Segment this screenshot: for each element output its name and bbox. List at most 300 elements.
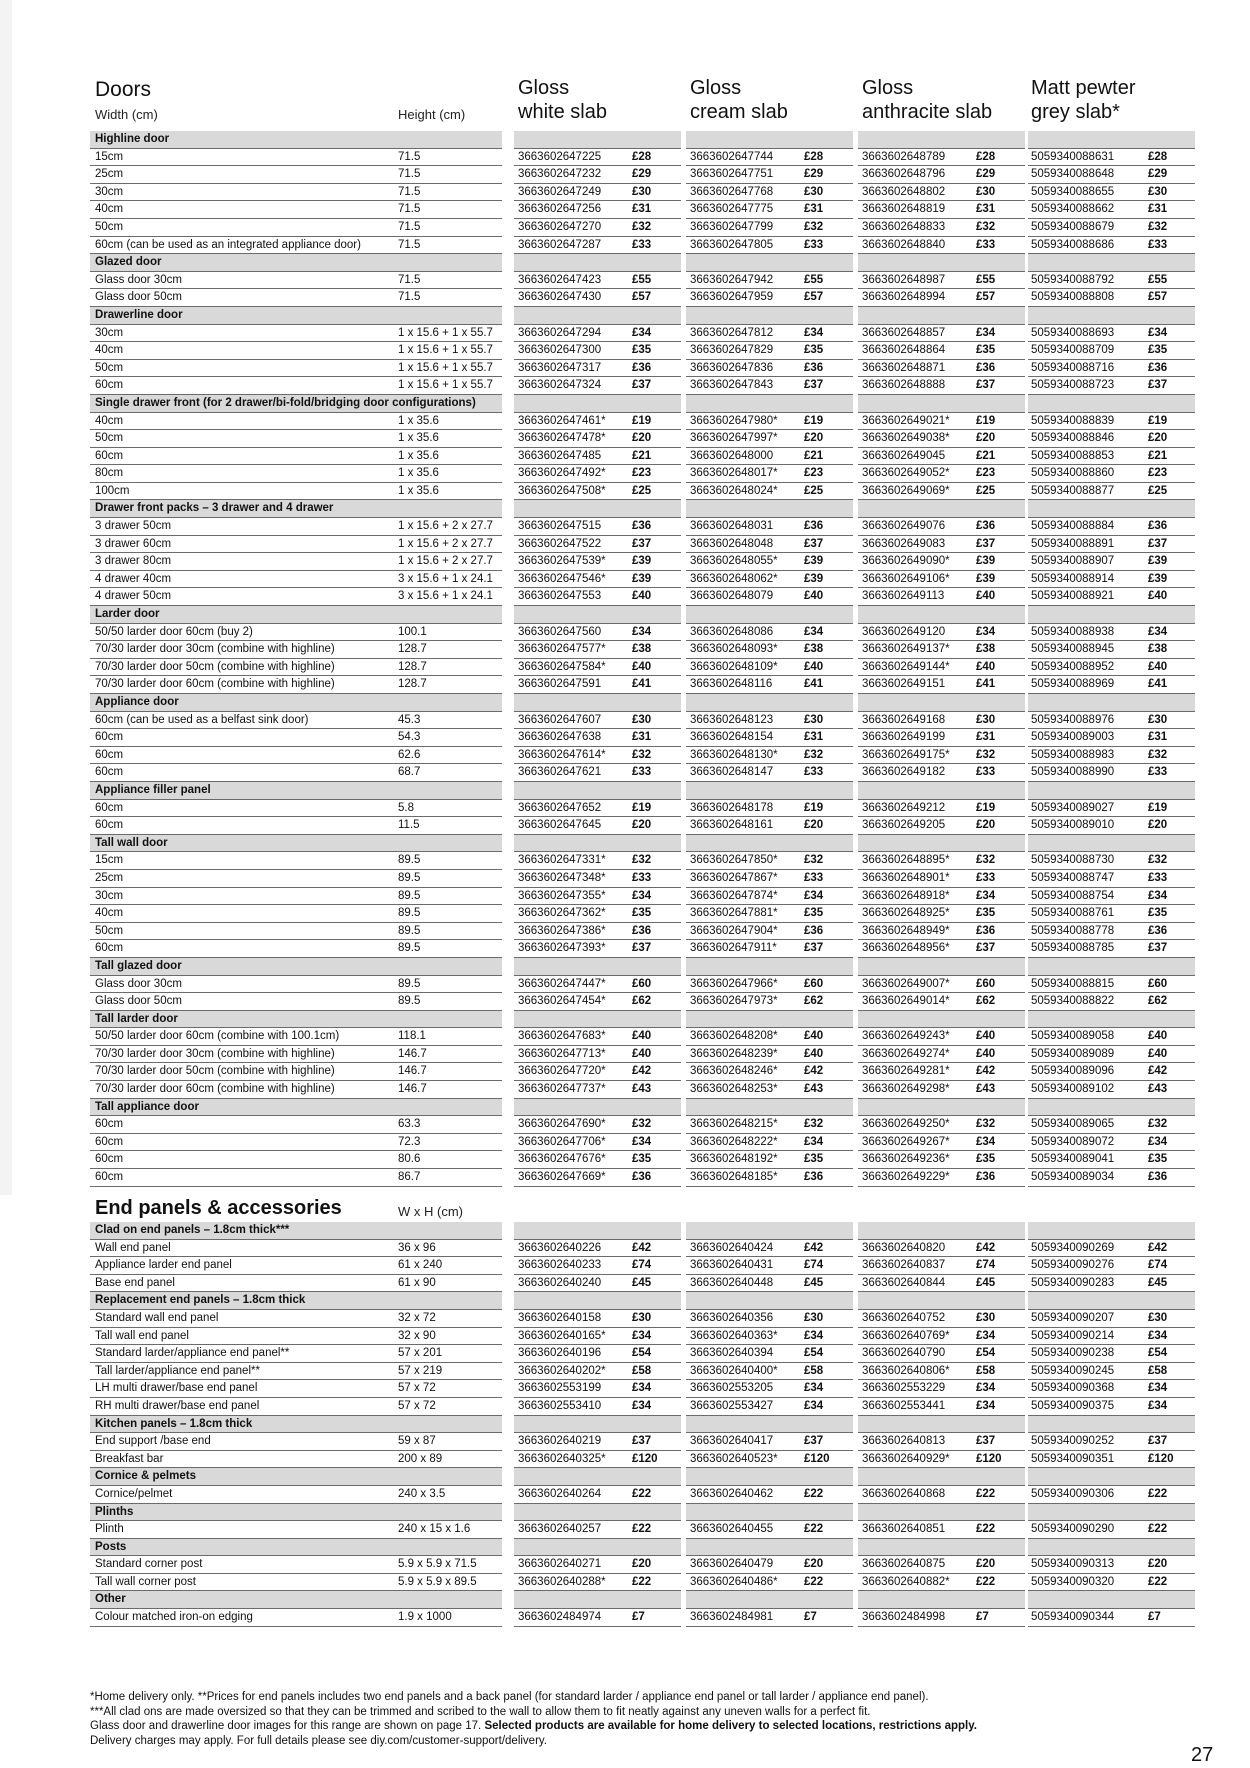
- product-price: £37: [804, 1435, 824, 1448]
- product-code: 3663602647775: [690, 203, 774, 216]
- product-code: 3663602640486*: [690, 1575, 778, 1588]
- category-shading: [1028, 1292, 1195, 1309]
- product-dimension: 1 x 15.6 + 1 x 55.7: [398, 361, 493, 374]
- table-row: [0, 676, 1250, 694]
- table-row: [0, 817, 1250, 835]
- product-price: £29: [804, 168, 824, 181]
- product-price: £20: [976, 1558, 996, 1571]
- product-price: £32: [1148, 854, 1168, 867]
- product-price: £35: [976, 344, 996, 357]
- product-dimension: 89.5: [398, 995, 421, 1008]
- product-code: 3663602647447*: [518, 977, 606, 990]
- product-code: 5059340089096: [1031, 1065, 1115, 1078]
- product-dimension: 61 x 90: [398, 1276, 436, 1289]
- product-price: £57: [632, 291, 652, 304]
- product-description: 15cm: [95, 150, 124, 163]
- category-shading: [686, 1011, 853, 1028]
- product-code: 3663602640264: [518, 1487, 602, 1500]
- product-code: 3663602640806*: [862, 1364, 950, 1377]
- table-row: [0, 712, 1250, 730]
- product-code: 3663602649014*: [862, 995, 950, 1008]
- product-description: 40cm: [95, 907, 124, 920]
- product-code: 3663602640240: [518, 1276, 602, 1289]
- product-price: £41: [804, 678, 824, 691]
- table-row: [0, 729, 1250, 747]
- product-code: 5059340088648: [1031, 168, 1115, 181]
- product-dimension: 128.7: [398, 660, 427, 673]
- product-code: 5059340088860: [1031, 467, 1115, 480]
- category-shading: [858, 307, 1025, 324]
- table-row: [0, 659, 1250, 677]
- product-price: £36: [632, 924, 652, 937]
- product-price: £54: [976, 1347, 996, 1360]
- product-price: £32: [632, 748, 652, 761]
- product-price: £35: [632, 907, 652, 920]
- product-price: £58: [1148, 1364, 1168, 1377]
- product-code: 3663602640356: [690, 1311, 774, 1324]
- table-row: [0, 923, 1250, 941]
- product-price: £34: [632, 1399, 652, 1412]
- product-code: 5059340089003: [1031, 731, 1115, 744]
- product-price: £45: [632, 1276, 652, 1289]
- table-row: [0, 1574, 1250, 1592]
- product-code: 3663602553199: [518, 1382, 602, 1395]
- product-code: 3663602647287: [518, 238, 602, 251]
- product-price: £21: [1148, 449, 1168, 462]
- category-shading: [1028, 606, 1195, 623]
- table-row: [0, 553, 1250, 571]
- product-code: 3663602648833: [862, 220, 946, 233]
- product-code: 5059340090351: [1031, 1452, 1115, 1465]
- product-code: 3663602647997*: [690, 432, 778, 445]
- product-code: 5059340088976: [1031, 713, 1115, 726]
- product-dimension: 68.7: [398, 766, 421, 779]
- product-code: 3663602647331*: [518, 854, 606, 867]
- product-dimension: 1 x 35.6: [398, 449, 439, 462]
- product-code: 3663602648130*: [690, 748, 778, 761]
- table-row: [0, 1451, 1250, 1469]
- product-description: Glass door 30cm: [95, 977, 182, 990]
- product-code: 5059340088877: [1031, 484, 1115, 497]
- product-code: 3663602648208*: [690, 1030, 778, 1043]
- product-price: £32: [1148, 748, 1168, 761]
- product-price: £30: [804, 1311, 824, 1324]
- product-price: £34: [804, 1329, 824, 1342]
- table-row: [0, 325, 1250, 343]
- table-row: [0, 1169, 1250, 1187]
- table-row: [0, 272, 1250, 290]
- width-label: Width (cm): [95, 107, 158, 122]
- product-code: 3663602648840: [862, 238, 946, 251]
- product-price: £30: [976, 1311, 996, 1324]
- product-description: 70/30 larder door 60cm (combine with highline): [95, 678, 335, 691]
- product-price: £22: [632, 1523, 652, 1536]
- product-price: £43: [976, 1083, 996, 1096]
- product-price: £31: [976, 731, 996, 744]
- category-shading: [686, 1468, 853, 1485]
- product-code: 5059340088891: [1031, 537, 1115, 550]
- product-price: £62: [976, 995, 996, 1008]
- product-price: £32: [804, 1118, 824, 1131]
- product-code: 3663602640417: [690, 1435, 774, 1448]
- product-price: £37: [976, 1435, 996, 1448]
- product-price: £74: [976, 1259, 996, 1272]
- category-row: [0, 1591, 1250, 1609]
- category-row: [0, 1539, 1250, 1557]
- product-code: 3663602647461*: [518, 414, 606, 427]
- product-price: £30: [632, 713, 652, 726]
- product-description: End support /base end: [95, 1435, 211, 1448]
- product-price: £37: [804, 537, 824, 550]
- category-row: [0, 395, 1250, 413]
- product-description: 3 drawer 80cm: [95, 555, 172, 568]
- product-code: 3663602649045: [862, 449, 946, 462]
- category-row: [0, 307, 1250, 325]
- table-row: [0, 1380, 1250, 1398]
- product-price: £30: [976, 713, 996, 726]
- product-price: £28: [632, 150, 652, 163]
- category-shading: [858, 835, 1025, 852]
- product-code: 3663602640233: [518, 1259, 602, 1272]
- product-price: £60: [804, 977, 824, 990]
- product-dimension: 1 x 15.6 + 2 x 27.7: [398, 555, 493, 568]
- product-dimension: 57 x 72: [398, 1382, 436, 1395]
- product-code: 3663602647508*: [518, 484, 606, 497]
- product-price: £36: [1148, 1171, 1168, 1184]
- product-price: £42: [804, 1241, 824, 1254]
- product-price: £31: [804, 203, 824, 216]
- product-code: 3663602647676*: [518, 1153, 606, 1166]
- product-dimension: 5.8: [398, 801, 414, 814]
- table-row: [0, 1328, 1250, 1346]
- table-row: [0, 1310, 1250, 1328]
- table-row: [0, 1116, 1250, 1134]
- product-price: £33: [1148, 871, 1168, 884]
- product-code: 3663602484998: [862, 1611, 946, 1624]
- table-row: [0, 377, 1250, 395]
- product-price: £40: [976, 590, 996, 603]
- product-description: Glass door 50cm: [95, 995, 182, 1008]
- product-code: 3663602648994: [862, 291, 946, 304]
- product-dimension: 86.7: [398, 1171, 421, 1184]
- product-price: £42: [804, 1065, 824, 1078]
- product-code: 5059340088679: [1031, 220, 1115, 233]
- product-dimension: 89.5: [398, 854, 421, 867]
- product-price: £19: [976, 801, 996, 814]
- product-description: 70/30 larder door 30cm (combine with highline): [95, 1047, 335, 1060]
- product-description: 40cm: [95, 344, 124, 357]
- product-price: £28: [804, 150, 824, 163]
- product-code: 3663602649106*: [862, 572, 950, 585]
- product-dimension: 89.5: [398, 942, 421, 955]
- product-price: £19: [1148, 414, 1168, 427]
- product-price: £34: [632, 1135, 652, 1148]
- product-code: 3663602640929*: [862, 1452, 950, 1465]
- product-price: £22: [976, 1487, 996, 1500]
- product-code: 5059340088778: [1031, 924, 1115, 937]
- category-label: Cornice & pelmets: [95, 1470, 196, 1483]
- product-dimension: 3 x 15.6 + 1 x 24.1: [398, 590, 493, 603]
- product-code: 5059340089065: [1031, 1118, 1115, 1131]
- product-code: 5059340088822: [1031, 995, 1115, 1008]
- product-code: 3663602649083: [862, 537, 946, 550]
- product-description: 40cm: [95, 414, 124, 427]
- product-dimension: 1 x 15.6 + 2 x 27.7: [398, 520, 493, 533]
- product-code: 3663602648802: [862, 185, 946, 198]
- product-description: Appliance larder end panel: [95, 1259, 232, 1272]
- product-code: 3663602648239*: [690, 1047, 778, 1060]
- product-price: £40: [976, 1047, 996, 1060]
- table-row: [0, 1275, 1250, 1293]
- product-code: 3663602648185*: [690, 1171, 778, 1184]
- product-price: £20: [632, 432, 652, 445]
- table-row: [0, 465, 1250, 483]
- product-dimension: 146.7: [398, 1065, 427, 1078]
- product-description: 25cm: [95, 168, 124, 181]
- product-description: 50cm: [95, 924, 124, 937]
- product-code: 5059340088785: [1031, 942, 1115, 955]
- product-description: 50cm: [95, 361, 124, 374]
- product-code: 3663602647799: [690, 220, 774, 233]
- product-dimension: 71.5: [398, 273, 421, 286]
- table-row: [0, 1556, 1250, 1574]
- product-code: 3663602648956*: [862, 942, 950, 955]
- product-code: 3663602647294: [518, 326, 602, 339]
- table-row: [0, 1081, 1250, 1099]
- product-price: £37: [1148, 942, 1168, 955]
- product-price: £39: [1148, 555, 1168, 568]
- product-price: £40: [1148, 1047, 1168, 1060]
- product-price: £25: [804, 484, 824, 497]
- product-description: 60cm (can be used as an integrated appliance door): [95, 238, 361, 251]
- product-price: £34: [976, 1135, 996, 1148]
- product-dimension: 240 x 15 x 1.6: [398, 1523, 471, 1536]
- product-price: £37: [632, 379, 652, 392]
- table-row: [0, 289, 1250, 307]
- product-code: 3663602647881*: [690, 907, 778, 920]
- product-code: 3663602648857: [862, 326, 946, 339]
- category-row: [0, 131, 1250, 149]
- footnotes: [90, 1690, 1090, 1748]
- product-price: £57: [1148, 291, 1168, 304]
- product-price: £36: [1148, 361, 1168, 374]
- product-price: £22: [632, 1575, 652, 1588]
- table-row: [0, 342, 1250, 360]
- doors-table: [0, 131, 1250, 1187]
- category-row: [0, 500, 1250, 518]
- footnote-line: *Home delivery only. **Prices for end panels includes two end panels and a back panel (for standard larder / appliance end panel or tall larder / appliance end panel).: [90, 1691, 929, 1703]
- page-number: 27: [1191, 1744, 1214, 1766]
- product-code: 3663602648789: [862, 150, 946, 163]
- product-description: Colour matched iron-on edging: [95, 1611, 253, 1624]
- product-price: £21: [804, 449, 824, 462]
- product-code: 5059340088884: [1031, 520, 1115, 533]
- product-code: 3663602649175*: [862, 748, 950, 761]
- category-shading: [686, 1504, 853, 1521]
- product-price: £37: [1148, 1435, 1168, 1448]
- category-shading: [1028, 307, 1195, 324]
- product-code: 3663602648901*: [862, 871, 950, 884]
- product-dimension: 57 x 72: [398, 1399, 436, 1412]
- product-code: 3663602649120: [862, 625, 946, 638]
- product-code: 3663602647270: [518, 220, 602, 233]
- product-code: 5059340088983: [1031, 748, 1115, 761]
- category-label: Single drawer front (for 2 drawer/bi-fold/bridging door configurations): [95, 396, 476, 409]
- product-code: 3663602640431: [690, 1259, 774, 1272]
- category-shading: [686, 500, 853, 517]
- product-code: 3663602647577*: [518, 643, 606, 656]
- product-price: £25: [632, 484, 652, 497]
- product-description: 60cm: [95, 766, 124, 779]
- product-price: £19: [804, 414, 824, 427]
- product-code: 3663602647300: [518, 344, 602, 357]
- product-code: 3663602648086: [690, 625, 774, 638]
- table-row: [0, 1028, 1250, 1046]
- product-description: 25cm: [95, 871, 124, 884]
- product-description: 15cm: [95, 854, 124, 867]
- table-row: [0, 571, 1250, 589]
- product-price: £120: [804, 1452, 830, 1465]
- footnote-text: Glass door and drawerline door images for this range are shown on page 17.: [90, 1720, 485, 1732]
- footnote-bold-text: Selected products are available for home delivery to selected locations, restrictions apply.: [484, 1720, 977, 1732]
- product-dimension: 71.5: [398, 185, 421, 198]
- product-code: 3663602649052*: [862, 467, 950, 480]
- product-description: 4 drawer 50cm: [95, 590, 172, 603]
- product-code: 3663602640363*: [690, 1329, 778, 1342]
- product-code: 3663602647874*: [690, 889, 778, 902]
- footnote-line: ***All clad ons are made oversized so that they can be trimmed and scribed to the wall to allow them to fit neatly against any uneven walls for a perfect fit.: [90, 1705, 871, 1718]
- product-price: £58: [632, 1364, 652, 1377]
- product-description: Tall wall end panel: [95, 1329, 189, 1342]
- product-price: £36: [632, 520, 652, 533]
- category-shading: [686, 606, 853, 623]
- product-code: 3663602553205: [690, 1382, 774, 1395]
- product-price: £20: [1148, 1558, 1168, 1571]
- product-code: 3663602647324: [518, 379, 602, 392]
- product-code: 3663602648000: [690, 449, 774, 462]
- product-code: 3663602640219: [518, 1435, 602, 1448]
- table-row: [0, 1063, 1250, 1081]
- product-code: 3663602647713*: [518, 1047, 606, 1060]
- product-price: £35: [976, 1153, 996, 1166]
- product-price: £34: [1148, 1135, 1168, 1148]
- product-code: 5059340088952: [1031, 660, 1115, 673]
- product-dimension: 1 x 15.6 + 2 x 27.7: [398, 537, 493, 550]
- product-description: 50/50 larder door 60cm (buy 2): [95, 625, 253, 638]
- product-price: £34: [804, 1399, 824, 1412]
- category-label: Replacement end panels – 1.8cm thick: [95, 1294, 306, 1307]
- product-code: 3663602640882*: [862, 1575, 950, 1588]
- category-label: Tall glazed door: [95, 959, 182, 972]
- product-price: £31: [632, 731, 652, 744]
- product-code: 3663602553441: [862, 1399, 946, 1412]
- category-label: Highline door: [95, 133, 170, 145]
- product-price: £19: [804, 801, 824, 814]
- product-code: 3663602640226: [518, 1241, 602, 1254]
- product-price: £34: [804, 1382, 824, 1395]
- product-description: 60cm: [95, 1171, 124, 1184]
- product-code: 5059340089010: [1031, 819, 1115, 832]
- product-dimension: 89.5: [398, 907, 421, 920]
- product-code: 5059340090269: [1031, 1241, 1115, 1254]
- category-shading: [686, 254, 853, 271]
- category-shading: [686, 1539, 853, 1556]
- table-row: [0, 852, 1250, 870]
- product-price: £42: [976, 1241, 996, 1254]
- category-shading: [686, 958, 853, 975]
- product-price: £34: [1148, 1399, 1168, 1412]
- table-row: [0, 483, 1250, 501]
- product-code: 3663602640400*: [690, 1364, 778, 1377]
- product-code: 5059340088754: [1031, 889, 1115, 902]
- product-code: 3663602640196: [518, 1347, 602, 1360]
- product-code: 3663602640424: [690, 1241, 774, 1254]
- col-header-line1: Gloss: [862, 77, 914, 99]
- product-code: 3663602647768: [690, 185, 774, 198]
- product-code: 5059340088808: [1031, 291, 1115, 304]
- category-label: Plinths: [95, 1505, 134, 1518]
- product-code: 3663602647973*: [690, 995, 778, 1008]
- category-shading: [858, 1416, 1025, 1433]
- table-row: [0, 1240, 1250, 1258]
- product-price: £40: [804, 590, 824, 603]
- product-dimension: 32 x 90: [398, 1329, 436, 1342]
- category-shading: [686, 131, 853, 148]
- product-price: £37: [804, 942, 824, 955]
- product-description: 50/50 larder door 60cm (combine with 100.1cm): [95, 1030, 340, 1043]
- col-header-gloss-anthracite: [862, 76, 992, 124]
- product-code: 5059340088686: [1031, 238, 1115, 251]
- product-price: £43: [632, 1083, 652, 1096]
- product-dimension: 57 x 201: [398, 1347, 443, 1360]
- product-code: 3663602647485: [518, 449, 602, 462]
- product-price: £36: [1148, 924, 1168, 937]
- product-dimension: 59 x 87: [398, 1435, 436, 1448]
- product-code: 3663602647614*: [518, 748, 606, 761]
- product-price: £40: [976, 1030, 996, 1043]
- product-description: 50cm: [95, 432, 124, 445]
- product-dimension: 71.5: [398, 238, 421, 251]
- product-dimension: 71.5: [398, 150, 421, 163]
- product-code: 5059340088907: [1031, 555, 1115, 568]
- product-price: £33: [1148, 238, 1168, 251]
- product-code: 3663602647850*: [690, 854, 778, 867]
- product-description: 70/30 larder door 60cm (combine with highline): [95, 1083, 335, 1096]
- product-code: 3663602640158: [518, 1311, 602, 1324]
- table-row: [0, 940, 1250, 958]
- product-code: 3663602649182: [862, 766, 946, 779]
- product-code: 3663602649205: [862, 819, 946, 832]
- product-code: 5059340088792: [1031, 273, 1115, 286]
- table-row: [0, 166, 1250, 184]
- product-code: 3663602553427: [690, 1399, 774, 1412]
- table-row: [0, 413, 1250, 431]
- product-price: £40: [1148, 590, 1168, 603]
- product-dimension: 63.3: [398, 1118, 421, 1131]
- category-shading: [858, 1504, 1025, 1521]
- product-price: £40: [1148, 660, 1168, 673]
- product-price: £74: [1148, 1259, 1168, 1272]
- category-shading: [858, 1539, 1025, 1556]
- product-price: £7: [1148, 1611, 1161, 1624]
- product-code: 5059340088938: [1031, 625, 1115, 638]
- product-code: 3663602640325*: [518, 1452, 606, 1465]
- product-price: £33: [632, 766, 652, 779]
- product-price: £57: [976, 291, 996, 304]
- product-price: £37: [1148, 537, 1168, 550]
- product-code: 5059340088853: [1031, 449, 1115, 462]
- product-dimension: 71.5: [398, 220, 421, 233]
